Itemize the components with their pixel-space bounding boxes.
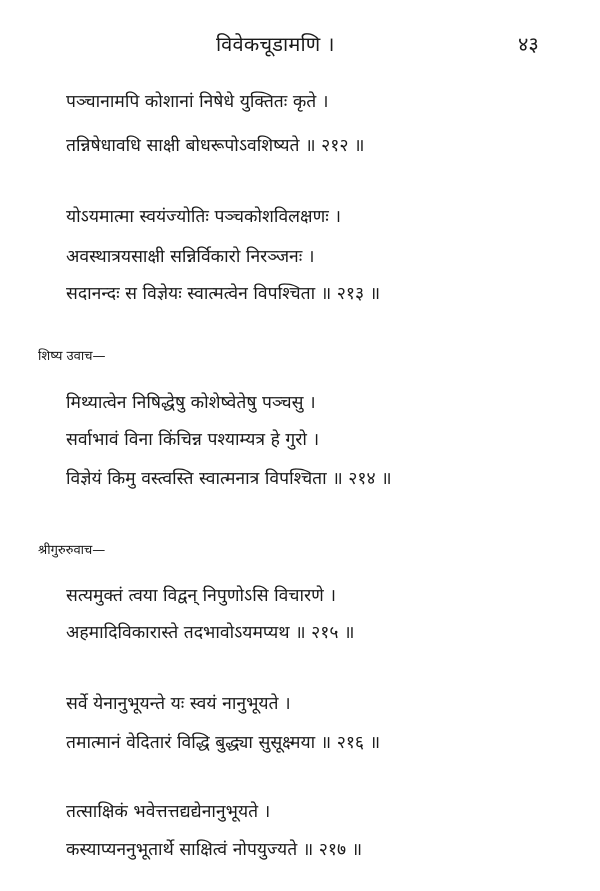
verse-line: योऽयमात्मा स्वयंज्योतिः पञ्चकोशविलक्षणः । xyxy=(66,207,341,227)
verse-line: तत्साक्षिकं भवेत्तत्तद्यद्येनानुभूयते । xyxy=(66,802,271,822)
speaker-label: श्रीगुरुरुवाच— xyxy=(38,543,106,558)
verse-line: कस्याप्यननुभूतार्थे साक्षित्वं नोपयुज्यते ॥ २१७ ॥ xyxy=(66,840,363,860)
verse-line: सदानन्दः स विज्ञेयः स्वात्मत्वेन विपश्चिता ॥ २१३ ॥ xyxy=(66,284,381,304)
verse-line: सर्वे येनानुभूयन्ते यः स्वयं नानुभूयते । xyxy=(66,694,291,714)
running-header-title: विवेकचूडामणि । xyxy=(216,32,335,56)
verse-line: पञ्चानामपि कोशानां निषेधे युक्तितः कृते । xyxy=(66,92,329,112)
verse-line: तमात्मानं वेदितारं विद्धि बुद्ध्या सुसूक्ष्मया ॥ २१६ ॥ xyxy=(66,733,381,753)
verse-line: मिथ्यात्वेन निषिद्धेषु कोशेष्वेतेषु पञ्चसु । xyxy=(66,393,316,413)
verse-line: विज्ञेयं किमु वस्त्वस्ति स्वात्मनात्र विपश्चिता ॥ २१४ ॥ xyxy=(66,469,392,489)
verse-line: अवस्थात्रयसाक्षी सन्निर्विकारो निरञ्जनः । xyxy=(66,247,315,267)
verse-line: सत्यमुक्तं त्वया विद्वन् निपुणोऽसि विचारणे । xyxy=(66,586,337,606)
verse-line: सर्वाभावं विना किंचिन्न पश्याम्यत्र हे गुरो । xyxy=(66,430,320,450)
verse-line: तन्निषेधावधि साक्षी बोधरूपोऽवशिष्यते ॥ २१२ ॥ xyxy=(66,136,365,156)
verse-line: अहमादिविकारास्ते तदभावोऽयमप्यथ ॥ २१५ ॥ xyxy=(66,623,355,643)
speaker-label: शिष्य उवाच— xyxy=(38,349,106,364)
page-number: ४३ xyxy=(518,32,539,56)
